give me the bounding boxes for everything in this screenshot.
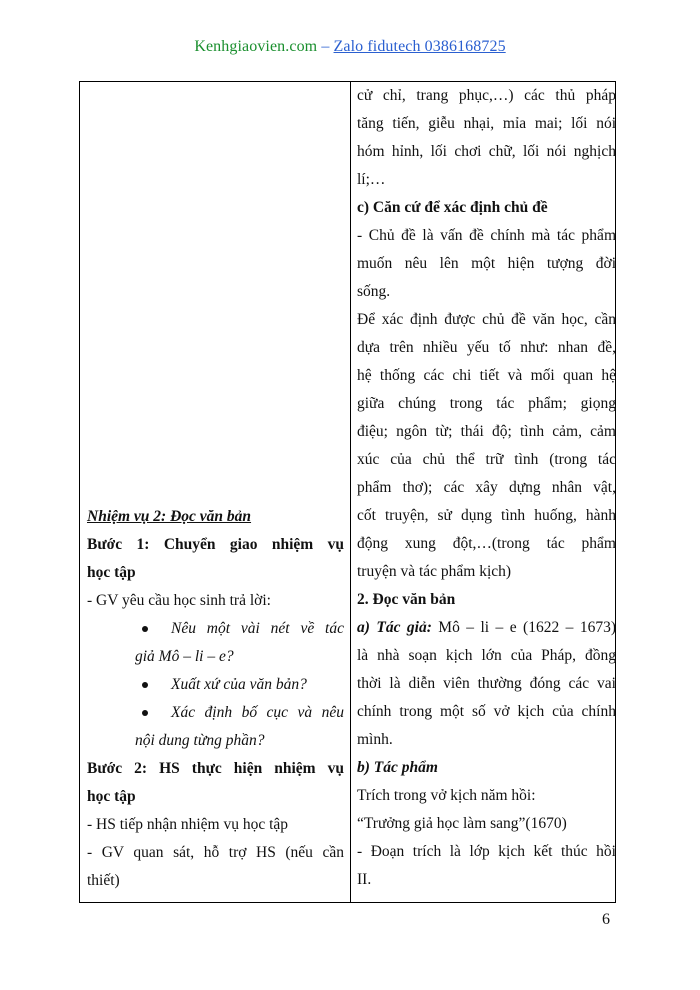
header-zalo-link[interactable]: Zalo fidutech 0386168725 xyxy=(333,38,506,55)
gv-observe-line2: thiết) xyxy=(87,872,120,889)
work-line-4: II. xyxy=(357,871,372,888)
determine-line-4: giữa chúng trong tác phẩm; giọng xyxy=(357,395,616,412)
determine-line-3: hệ thống các chi tiết và mối quan hệ xyxy=(357,367,616,384)
step2-line1: Bước 2: HS thực hiện nhiệm vụ xyxy=(87,760,344,777)
right-line-3: hóm hỉnh, lối chơi chữ, lối nói nghịch xyxy=(357,143,616,160)
page-number: 6 xyxy=(602,911,610,928)
right-line-1: cử chỉ, trang phục,…) các thủ pháp xyxy=(357,87,616,104)
step1-line1: Bước 1: Chuyển giao nhiệm vụ xyxy=(87,536,344,553)
page-header xyxy=(0,38,700,56)
section-2-heading: 2. Đọc văn bản xyxy=(357,591,456,608)
determine-line-6: xúc của chủ thể trữ tình (trong tác xyxy=(357,451,616,468)
author-line-1 xyxy=(357,614,616,642)
theme-line-1: - Chủ đề là vấn đề chính mà tác phẩm xyxy=(357,227,616,244)
author-line-2: là nhà soạn kịch lớn của Pháp, đồng xyxy=(357,647,616,664)
determine-line-8: cốt truyện, sử dụng tình huống, hành xyxy=(357,507,616,524)
work-line-3: - Đoạn trích là lớp kịch kết thúc hồi xyxy=(357,843,616,860)
determine-line-7: phẩm thơ); các xây dựng nhân vật, xyxy=(357,479,616,496)
work-heading: b) Tác phẩm xyxy=(357,759,438,776)
activity-column xyxy=(80,82,350,902)
question-3-cont: nội dung từng phần? xyxy=(135,732,265,749)
lesson-table xyxy=(79,81,616,903)
determine-line-1: Để xác định được chủ đề văn học, cần xyxy=(357,311,616,328)
step2-line2: học tập xyxy=(87,788,136,805)
content-column xyxy=(351,82,616,902)
author-label: a) Tác giả: xyxy=(357,619,432,636)
work-line-2: “Trưởng giả học làm sang”(1670) xyxy=(357,815,567,832)
determine-line-10: truyện và tác phẩm kịch) xyxy=(357,563,512,580)
question-1-cont: giả Mô – li – e? xyxy=(135,648,234,665)
header-site: Kenhgiaovien.com xyxy=(194,38,318,55)
right-line-4: lí;… xyxy=(357,171,386,188)
gv-observe-line1: - GV quan sát, hỗ trợ HS (nếu cần xyxy=(87,844,344,861)
determine-line-9: động xung đột,…(trong tác phẩm xyxy=(357,535,616,552)
determine-line-2: dựa trên nhiều yếu tố như: nhan đề, xyxy=(357,339,616,356)
author-dates: Mô – li – e (1622 – 1673) xyxy=(431,619,616,636)
task-title: Nhiệm vụ 2: Đọc văn bản xyxy=(87,508,252,525)
determine-line-5: điệu; ngôn từ; thái độ; tình cảm, cảm xyxy=(357,423,616,440)
hs-receive: - HS tiếp nhận nhiệm vụ học tập xyxy=(87,816,289,833)
gv-request: - GV yêu cầu học sinh trả lời: xyxy=(87,592,271,609)
step1-line2: học tập xyxy=(87,564,136,581)
question-2: Xuất xứ của văn bản? xyxy=(87,671,344,699)
author-line-5: mình. xyxy=(357,731,393,748)
theme-heading: c) Căn cứ để xác định chủ đề xyxy=(357,199,548,216)
question-1: Nêu một vài nét về tác xyxy=(87,615,344,643)
work-line-1: Trích trong vở kịch năm hồi: xyxy=(357,787,536,804)
question-3: Xác định bố cục và nêu xyxy=(87,699,344,727)
theme-line-2: muốn nêu lên một hiện tượng đời xyxy=(357,255,616,272)
author-line-4: chính trong một số vở kịch của chính xyxy=(357,703,616,720)
header-separator: – xyxy=(317,38,334,55)
right-line-2: tăng tiến, giễu nhại, mỉa mai; lối nói xyxy=(357,115,616,132)
theme-line-3: sống. xyxy=(357,283,391,300)
author-line-3: thời là diễn viên thường đóng các vai xyxy=(357,675,616,692)
